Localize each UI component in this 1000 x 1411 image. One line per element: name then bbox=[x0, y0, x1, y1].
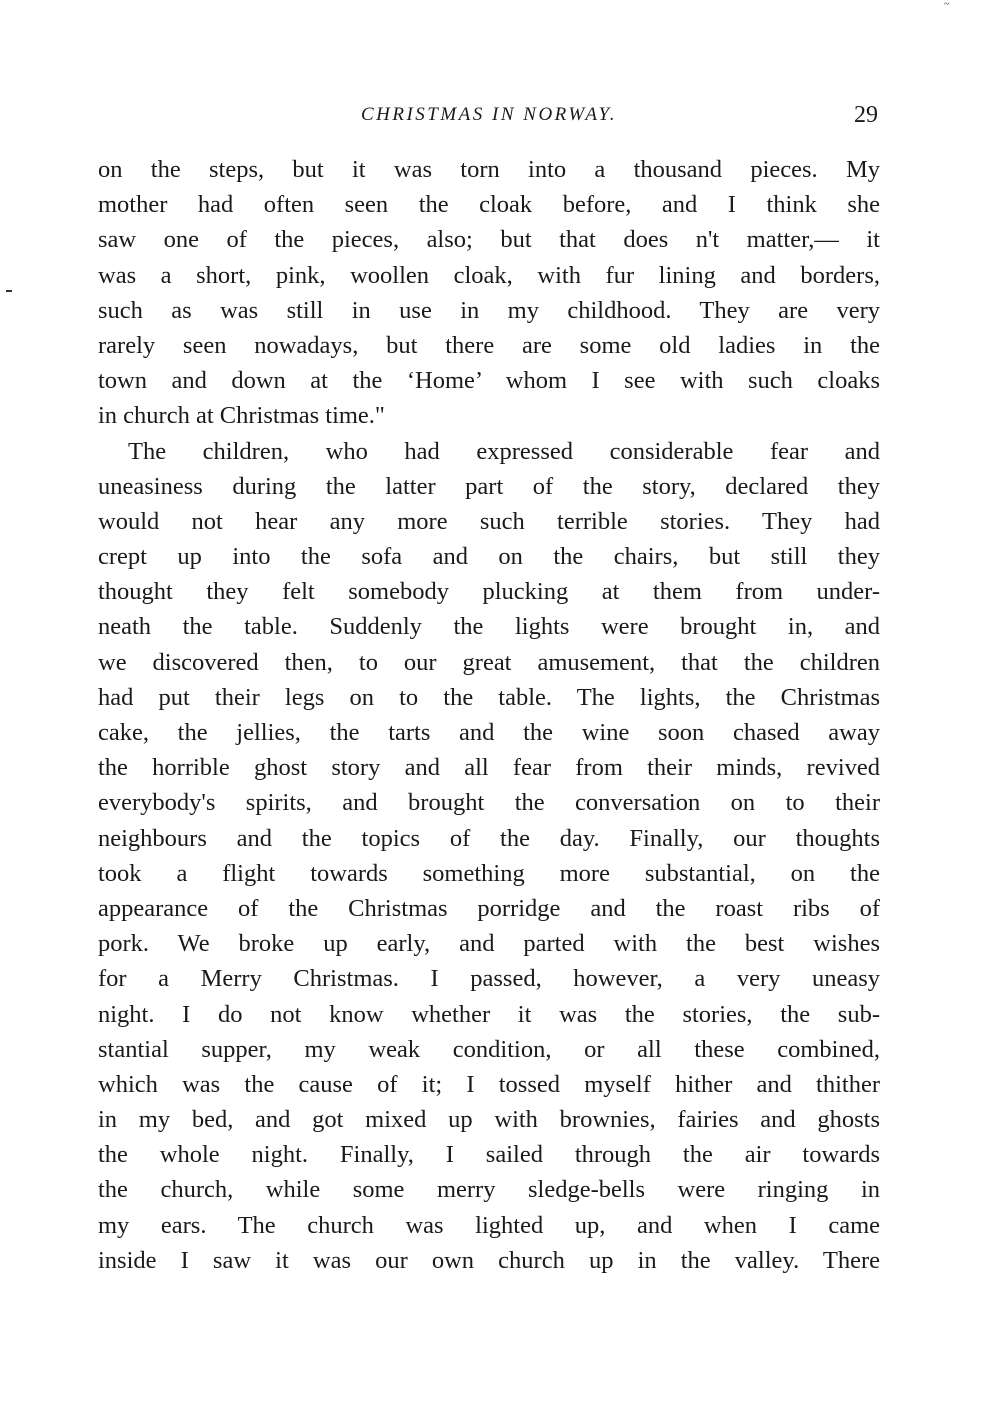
text-line: rarely seen nowadays, but there are some old ladies in the bbox=[98, 331, 880, 359]
text-line: such as was still in use in my childhood. They are very bbox=[98, 296, 880, 324]
text-line: thought they felt somebody plucking at them from under- bbox=[98, 578, 880, 606]
text-line: crept up into the sofa and on the chairs, but still they bbox=[98, 543, 880, 571]
text-line: night. I do not know whether it was the stories, the sub- bbox=[98, 1000, 880, 1028]
text-line: neighbours and the topics of the day. Finally, our thoughts bbox=[98, 824, 880, 852]
text-line: neath the table. Suddenly the lights were brought in, and bbox=[98, 613, 880, 641]
text-line: pork. We broke up early, and parted with the best wishes bbox=[98, 930, 880, 958]
text-line: everybody's spirits, and brought the conversation on to their bbox=[98, 789, 880, 817]
text-line: my ears. The church was lighted up, and when I came bbox=[98, 1211, 880, 1239]
text-line: we discovered then, to our great amusement, that the children bbox=[98, 648, 880, 676]
text-line: appearance of the Christmas porridge and the roast ribs of bbox=[98, 894, 880, 922]
running-title: CHRISTMAS IN NORWAY. bbox=[360, 104, 618, 125]
text-line: had put their legs on to the table. The lights, the Christmas bbox=[98, 683, 880, 711]
text-line: was a short, pink, woollen cloak, with fur lining and borders, bbox=[98, 261, 880, 289]
text-line: on the steps, but it was torn into a thousand pieces. My bbox=[98, 156, 880, 183]
text-line: the horrible ghost story and all fear from their minds, revived bbox=[98, 754, 880, 782]
text-line: the church, while some merry sledge-bells were ringing in bbox=[98, 1176, 880, 1204]
text-line: in my bed, and got mixed up with brownies, fairies and ghosts bbox=[98, 1106, 880, 1134]
text-line: cake, the jellies, the tarts and the wine soon chased away bbox=[98, 719, 880, 746]
text-line: saw one of the pieces, also; but that does n't matter,— it bbox=[98, 226, 880, 254]
margin-mark-icon bbox=[6, 290, 12, 292]
text-line: would not hear any more such terrible stories. They had bbox=[98, 507, 880, 535]
text-line: the whole night. Finally, I sailed through the air towards bbox=[98, 1141, 880, 1169]
running-head bbox=[98, 98, 880, 132]
text-line: uneasiness during the latter part of the story, declared they bbox=[98, 472, 880, 500]
body-text bbox=[98, 152, 880, 1278]
text-line: The children, who had expressed considerable fear and bbox=[128, 437, 880, 465]
text-line: town and down at the ‘Home’ whom I see with such cloaks bbox=[98, 367, 880, 395]
text-line: for a Merry Christmas. I passed, however, a very uneasy bbox=[98, 965, 880, 993]
scan-mark-icon: ~ bbox=[944, 0, 950, 10]
text-line: mother had often seen the cloak before, and I think she bbox=[98, 191, 880, 219]
text-line: which was the cause of it; I tossed myself hither and thither bbox=[98, 1070, 880, 1098]
text-line: in church at Christmas time." bbox=[98, 402, 385, 430]
page-number: 29 bbox=[854, 102, 878, 128]
text-line: took a flight towards something more substantial, on the bbox=[98, 859, 880, 887]
text-line: stantial supper, my weak condition, or all these combined, bbox=[98, 1035, 880, 1063]
text-line: inside I saw it was our own church up in the valley. There bbox=[98, 1246, 880, 1274]
